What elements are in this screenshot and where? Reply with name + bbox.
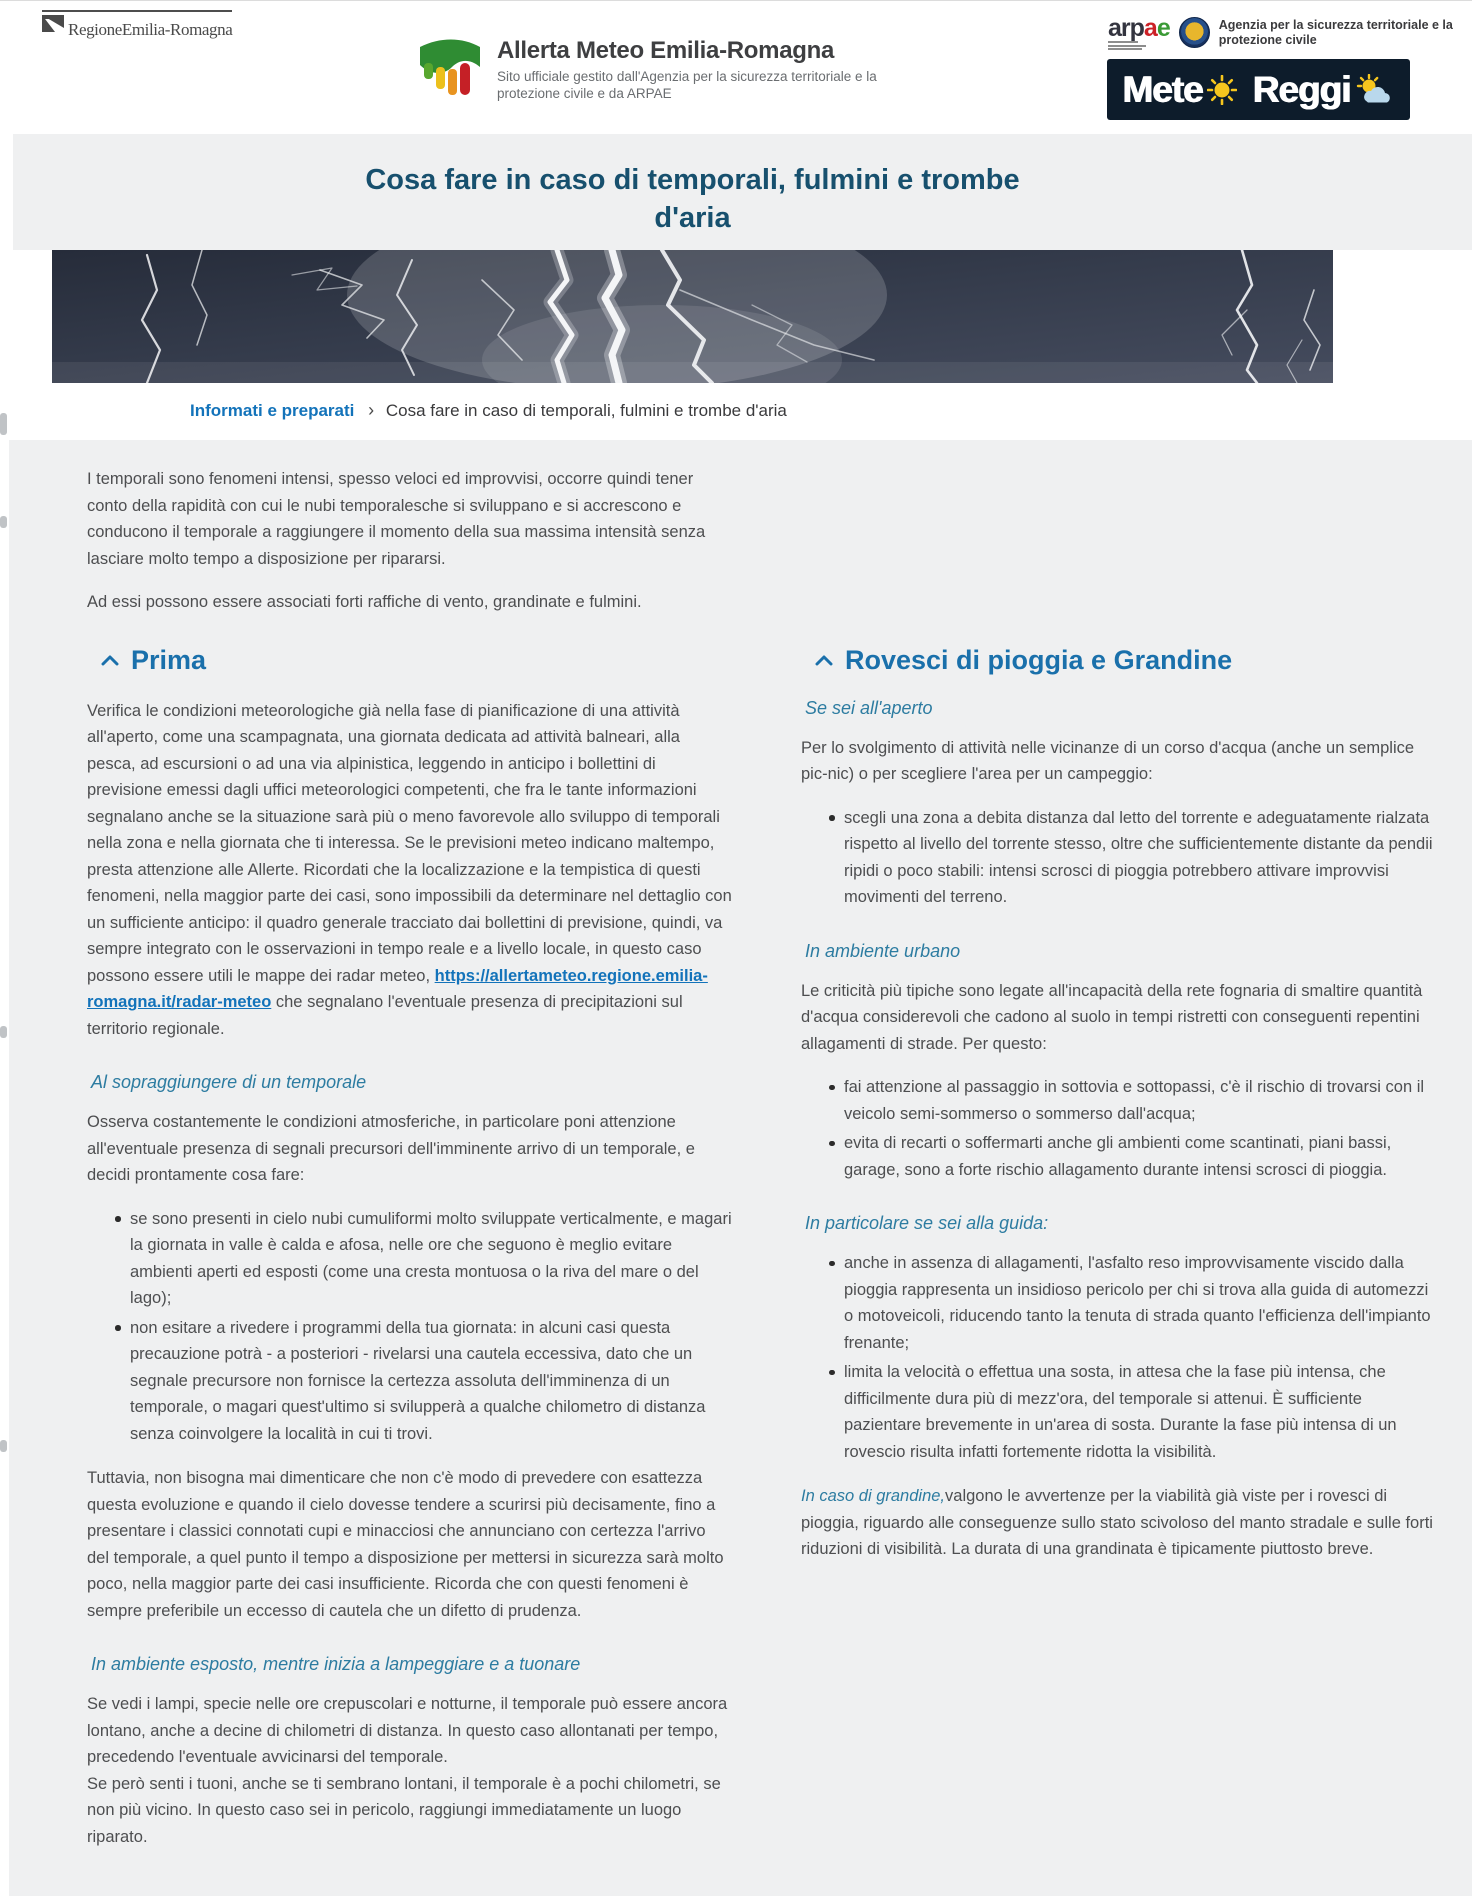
subheading-in-ambiente-urbano: In ambiente urbano [805, 940, 961, 961]
prima-paragraph-3: Tuttavia, non bisogna mai dimenticare che non c'è modo di prevedere con esattezza questa evoluzione e quando il cielo dovesse tendere a scurirsi più decisamente, fino a presentare i classici connotati cupi e minacciosi che annunciano con certezza l'arrivo del temporale, a quel punto il tempo a disposizione per mettersi in sicurezza sarà molto poco, nella maggior parte dei casi insufficiente. Ricorda che con questi fenomeni è sempre preferibile un eccesso di cautela che un difetto di prudenza. [87, 1469, 724, 1620]
meteo-reggio-text-1: Mete [1122, 68, 1203, 110]
gutter-mark [0, 1026, 7, 1038]
gutter-mark [0, 516, 7, 528]
rovesci-paragraph-2: Le criticità più tipiche sono legate all'incapacità della rete fognaria di smaltire quantità d'acqua considerevoli che cadono al suolo in tempi ristretti con conseguenti repentini allagamenti di strade. Per questo: [801, 981, 1423, 1053]
image-band [0, 250, 1472, 440]
meteo-reggio-text-2: Reggi [1252, 68, 1351, 110]
subheading-se-sei-allaperto: Se sei all'aperto [805, 697, 933, 718]
list-item: se sono presenti in cielo nubi cumuliformi molto sviluppate verticalmente, e magari la giornata in valle è calda e afosa, nelle ore che seguono è meglio evitare ambienti aperti ed esposti (come una cresta montuosa o la riva del mare o del lago); [115, 1206, 732, 1312]
breadcrumb-link-informati-e-preparati[interactable]: Informati e preparati [190, 401, 355, 420]
sun-cloud-icon [1355, 74, 1395, 106]
prima-paragraph-4: Se vedi i lampi, specie nelle ore crepuscolari e notturne, il temporale può essere ancora lontano, anche a decine di chilometri di distanza. In questo caso allontanati per tempo, precedendo l'eventuale avvicinarsi del temporale. Se però senti i tuoni, anche se ti sembrano lontani, il temporale è a pochi chilometri, se non più vicino. In questo caso sei in pericolo, raggiungi immediatamente un luogo riparato. [87, 1695, 728, 1846]
prima-paragraph-2: Osserva costantemente le condizioni atmosferiche, in particolare poni attenzione all'eventuale presenza di segnali precursori dell'imminente arrivo di un temporale, e decidi prontamente cosa fare: [87, 1113, 695, 1184]
rovesci-paragraph-3: In caso di grandine,valgono le avvertenze per la viabilità già viste per i rovesci di pioggia, riguardo alle conseguenze sullo stato scivoloso del manto stradale e sulle forti riduzioni di visibilità. La durata di una grandinata è tipicamente piuttosto breve. [801, 1487, 1433, 1558]
list-item: scegli una zona a debita distanza dal letto del torrente e adeguatamente rialzata rispetto al livello del torrente stesso, oltre che sufficientemente distante da pendii ripidi o poco stabili: intensi scrosci di pioggia potrebbero attivare improvvisi movimenti del terreno. [829, 805, 1441, 911]
column-prima [87, 633, 732, 1868]
arpae-logo: arpae [1108, 17, 1170, 52]
intro-paragraph-2: Ad essi possono essere associati forti raffiche di vento, grandinate e fulmini. [87, 593, 642, 611]
grandine-italic-lead: In caso di grandine, [801, 1487, 946, 1505]
chevron-up-icon [815, 655, 833, 666]
gutter-mark [0, 413, 7, 435]
regione-emilia-romagna-logo[interactable] [42, 10, 232, 40]
prima-paragraph-1: Verifica le condizioni meteorologiche già nella fase di pianificazione di una attività all'aperto, come una scampagnata, una giornata dedicata ad attività balneari, alla pesca, ad escursioni o ad una via alpinistica, leggendo in anticipo i bollettini di previsione emessi dagli uffici meteorologici competenti, che fra le tante informazioni segnalano anche se la situazione sarà più o meno favorevole allo sviluppo di temporali nella zona e nella giornata che ti interessa. Se le previsioni meteo indicano maltempo, presta attenzione alle Allerte. Ricordati che la localizzazione e la tempistica di questi fenomeni, nella maggior parte dei casi, sono impossibili da determinare nel dettaglio con un sufficiente anticipo: il quadro generale tracciato dai bollettini di previsione, quindi, va sempre integrato con le osservazioni in tempo reale e a livello locale, in questo caso possono essere utili le mappe dei radar meteo, https://allertameteo.regione.emilia-romagna.it/radar-meteo che segnalano l'eventuale presenza di precipitazioni sul territorio regionale. [87, 701, 732, 1038]
prima-list [87, 1206, 732, 1448]
list-item: fai attenzione al passaggio in sottovia e sottopassi, c'è il rischio di trovarsi con il veicolo semi-sommerso o sommerso dall'acqua; [829, 1074, 1441, 1127]
sun-icon [1207, 75, 1237, 105]
protezione-civile-logo [1179, 17, 1210, 48]
breadcrumb [0, 383, 1472, 440]
allerta-meteo-logo [418, 37, 482, 102]
breadcrumb-current-page: Cosa fare in caso di temporali, fulmini e trombe d'aria [385, 401, 787, 420]
agency-links[interactable] [1108, 14, 1472, 52]
rovesci-list-1 [801, 805, 1441, 911]
hero-band [13, 134, 1472, 250]
subheading-se-sei-alla-guida: In particolare se sei alla guida: [805, 1213, 1049, 1233]
chevron-up-icon [101, 655, 119, 666]
section-heading-rovesci[interactable] [815, 645, 1441, 676]
meteo-reggio-banner[interactable] [1107, 59, 1410, 120]
region-logo-text: RegioneEmilia-Romagna [68, 20, 233, 39]
list-item: non esitare a rivedere i programmi della tua giornata: in alcuni casi questa precauzione potrà - a posteriori - rivelarsi una cautela eccessiva, dato che un segnale precursore non fornisce la certezza assoluta dell'imminenza di un temporale, o magari quest'ultimo si svilupperà a qualche chilometro di distanza senza coinvolgere la località in cui ti trovi. [115, 1315, 732, 1448]
arpae-smallprint [1108, 41, 1146, 50]
radar-meteo-link[interactable]: https://allertameteo.regione.emilia-romagna.it/radar-meteo [87, 966, 708, 1011]
subheading-al-sopraggiungere: Al sopraggiungere di un temporale [91, 1072, 367, 1092]
main-content [9, 440, 1472, 1896]
section-heading-label: Prima [131, 644, 207, 675]
list-item: limita la velocità o effettua una sosta, in attesa che la fase più intensa, che difficilmente dura più di mezz'ora, del temporale si attenui. È sufficiente pazientare brevemente in un'area di sosta. Durante la fase più intensa di un rovescio risulta infatti fortemente ridotta la visibilità. [829, 1359, 1441, 1465]
rovesci-list-2 [801, 1074, 1441, 1183]
list-item: evita di recarti o soffermarti anche gli ambienti come scantinati, piani bassi, garage, sono a forte rischio allagamento durante intensi scrosci di pioggia. [829, 1130, 1441, 1183]
site-title: Allerta Meteo Emilia-Romagna [497, 37, 835, 64]
page-title: Cosa fare in caso di temporali, fulmini e trombe d'aria [365, 164, 1020, 234]
subheading-in-ambiente-esposto: In ambiente esposto, mentre inizia a lampeggiare e a tuonare [91, 1654, 581, 1674]
gutter-mark [0, 1440, 7, 1452]
agency-label: Agenzia per la sicurezza territoriale e la protezione civile [1218, 18, 1453, 47]
section-heading-label: Rovesci di pioggia e Grandine [845, 644, 1233, 675]
column-rovesci [801, 633, 1441, 1580]
regione-crest-icon [42, 15, 64, 40]
rovesci-paragraph-1: Per lo svolgimento di attività nelle vicinanze di un corso d'acqua (anche un semplice pic-nic) o per scegliere l'area per un campeggio: [801, 738, 1415, 783]
site-subtitle: Sito ufficiale gestito dall'Agenzia per la sicurezza territoriale e la protezione civile e da ARPAE [497, 69, 877, 101]
intro-paragraph-1: I temporali sono fenomeni intensi, spesso veloci ed improvvisi, occorre quindi tener conto della rapidità con cui le nubi temporalesche si sviluppano e si accrescono e conducono il temporale a raggiungere il momento della sua massima intensità senza lasciare molto tempo a disposizione per ripararsi. [87, 470, 706, 568]
list-item: anche in assenza di allagamenti, l'asfalto reso improvvisamente viscido dalla pioggia rappresenta un insidioso pericolo per chi si trova alla guida di automezzi o motoveicoli, riducendo tanto la tenuta di strada quanto l'efficienza dell'impianto frenante; [829, 1250, 1441, 1356]
section-heading-prima[interactable] [101, 645, 732, 676]
rovesci-list-3 [801, 1250, 1441, 1465]
allerta-meteo-brand[interactable] [418, 37, 929, 102]
site-header [0, 0, 1472, 134]
breadcrumb-separator-icon: › [368, 400, 375, 420]
lightning-banner-image [52, 250, 1333, 383]
